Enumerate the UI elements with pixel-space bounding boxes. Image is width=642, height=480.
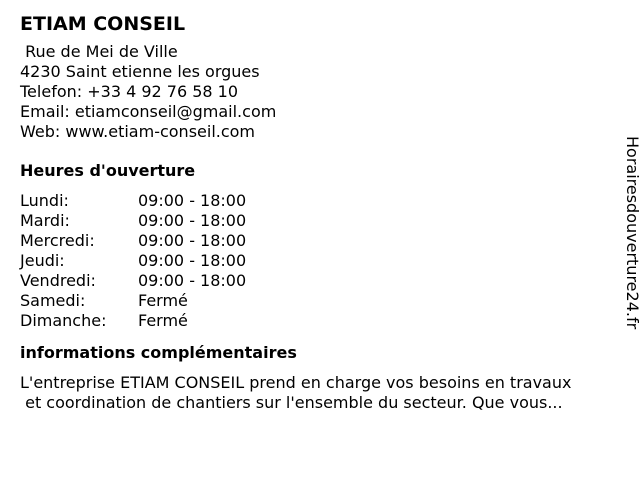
street-address: Rue de Mei de Ville xyxy=(20,42,178,61)
day-label: Mardi: xyxy=(20,211,70,230)
time-value: Fermé xyxy=(138,291,188,310)
company-name: ETIAM CONSEIL xyxy=(20,13,186,35)
hours-row-saturday xyxy=(20,291,610,311)
time-value: 09:00 - 18:00 xyxy=(138,231,247,250)
day-label: Vendredi: xyxy=(20,271,96,290)
hours-row-monday xyxy=(20,191,610,211)
day-label: Samedi: xyxy=(20,291,86,310)
web-line: Web: www.etiam-conseil.com xyxy=(20,122,256,141)
hours-row-tuesday xyxy=(20,211,610,231)
business-card xyxy=(20,10,610,413)
city-address: 4230 Saint etienne les orgues xyxy=(20,62,260,81)
time-value: 09:00 - 18:00 xyxy=(138,211,247,230)
day-label: Mercredi: xyxy=(20,231,95,250)
phone-line: Telefon: +33 4 92 76 58 10 xyxy=(20,82,239,101)
time-value: 09:00 - 18:00 xyxy=(138,251,247,270)
opening-hours-table xyxy=(20,191,610,331)
hours-row-sunday xyxy=(20,311,610,331)
day-label: Jeudi: xyxy=(20,251,65,270)
info-description: L'entreprise ETIAM CONSEIL prend en charge vos besoins en travaux et coordination de chantiers sur l'ensemble du secteur. Que vous... xyxy=(20,373,572,412)
time-value: 09:00 - 18:00 xyxy=(138,271,247,290)
day-label: Lundi: xyxy=(20,191,69,210)
info-heading: informations complémentaires xyxy=(20,343,297,362)
email-line: Email: etiamconseil@gmail.com xyxy=(20,102,277,121)
side-brand-watermark: Horairesdouverture24.fr xyxy=(623,136,642,330)
hours-row-wednesday xyxy=(20,231,610,251)
day-label: Dimanche: xyxy=(20,311,107,330)
time-value: 09:00 - 18:00 xyxy=(138,191,247,210)
hours-row-thursday xyxy=(20,251,610,271)
hours-row-friday xyxy=(20,271,610,291)
time-value: Fermé xyxy=(138,311,188,330)
hours-heading: Heures d'ouverture xyxy=(20,161,196,180)
contact-block xyxy=(20,42,610,142)
